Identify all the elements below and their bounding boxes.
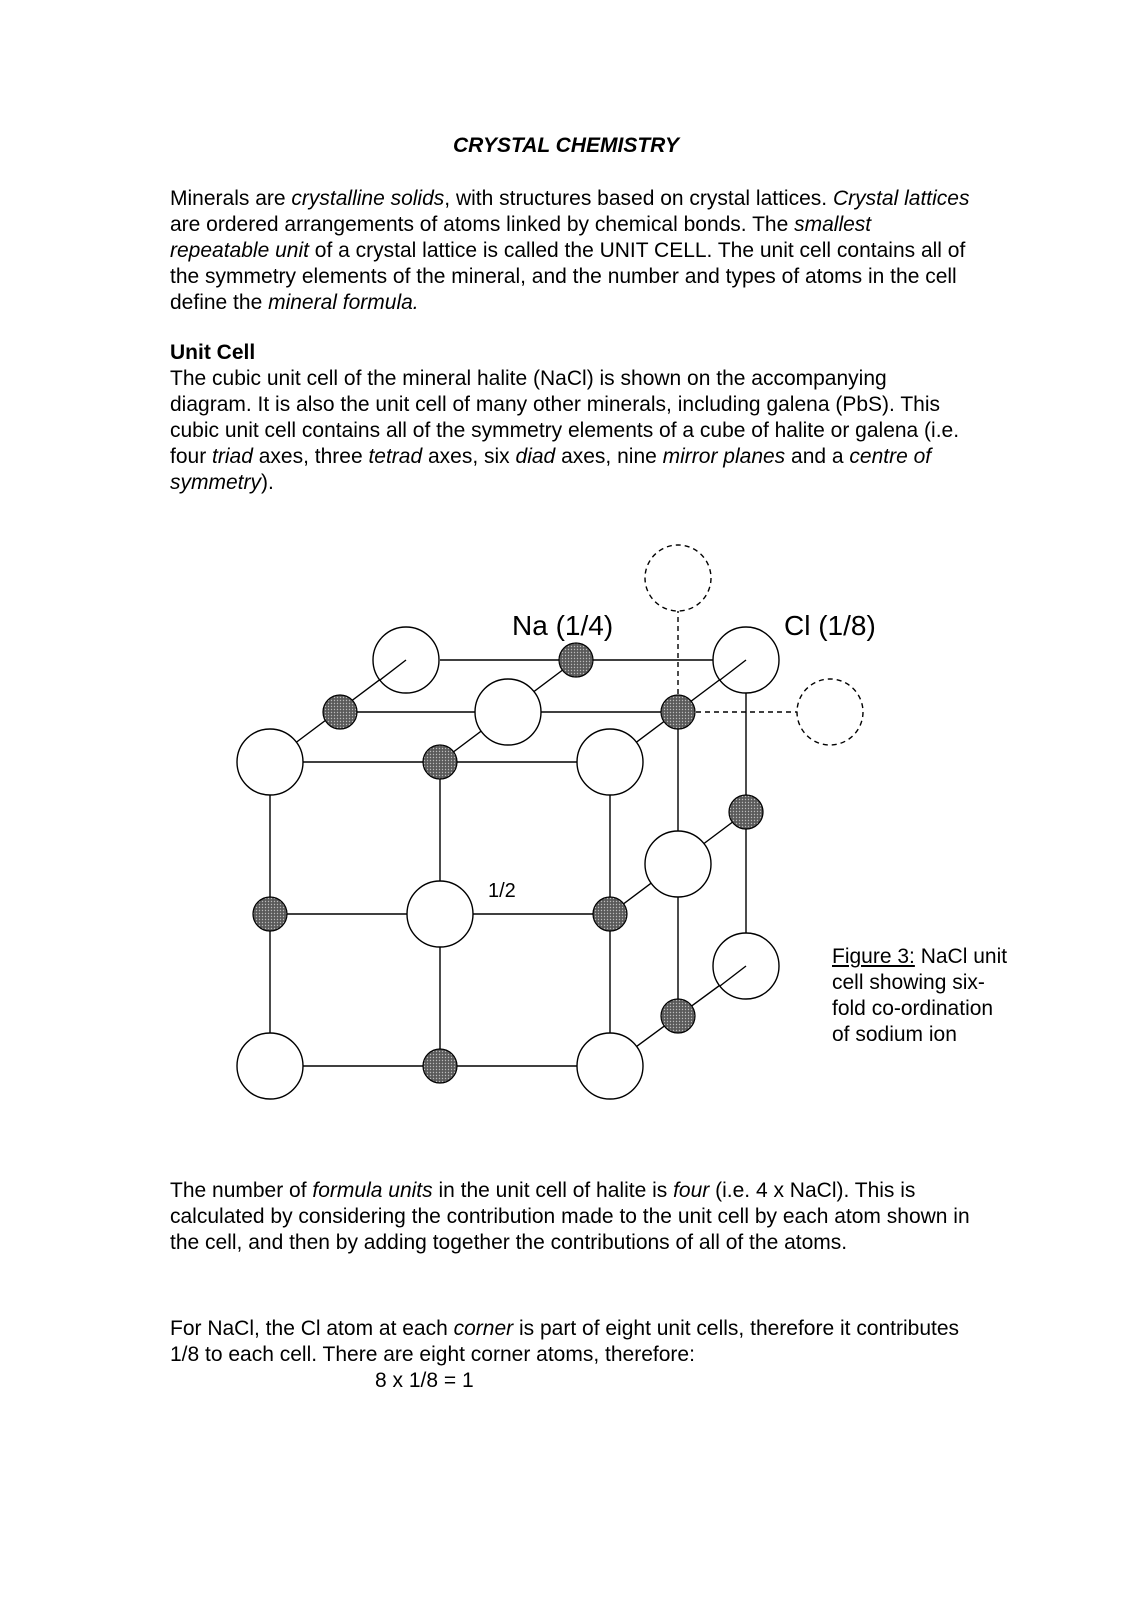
intro-text-3: are ordered arrangements of atoms linked by chemical bonds. The [170, 213, 795, 236]
intro-emphasis-mineral-formula: mineral formula. [268, 291, 419, 314]
cl-atom-dashed [797, 679, 863, 745]
unit-cell-text-5: and a [785, 445, 850, 468]
intro-text-4: of a crystal lattice is called the UNIT CELL. The unit cell contains all of the symmetry elements of the mineral, and the number and types of atoms in the cell define the [170, 239, 966, 314]
intro-emphasis-crystalline-solids: crystalline solids [291, 187, 445, 210]
formula-text-3: (i.e. 4 x NaCl). This is calculated by considering the contribution made to the unit cell by each atom shown in the cell, and then by adding together the contributions of all of the atoms. [170, 1179, 970, 1254]
figure-caption [832, 944, 1012, 1048]
intro-text-2: , with structures based on crystal lattices. [444, 187, 833, 210]
corner-contribution-paragraph [170, 1316, 970, 1368]
cl-atom [237, 1033, 303, 1099]
cl-atom [713, 627, 779, 693]
unit-cell-text-1: The cubic unit cell of the mineral halite (NaCl) is shown on the accompanying diagram. It is also the unit cell of many other minerals, including galena (PbS). This cubic unit cell contains all of the symmetry elements of a cube of halite or galena (i.e. four [170, 367, 960, 468]
intro-paragraph [170, 186, 970, 316]
na-atom [593, 897, 627, 931]
bond-line [380, 660, 406, 680]
cell-bonds [270, 660, 746, 1066]
na-atom [661, 999, 695, 1033]
formula-units-paragraph [170, 1178, 970, 1256]
bond-line [270, 660, 406, 762]
cl-atom [407, 881, 473, 947]
coordination-bonds-dashed [678, 610, 800, 712]
intro-emphasis-smallest-unit: smallest repeatable unit [170, 213, 872, 262]
cl-atom [373, 627, 439, 693]
bond-line [720, 660, 746, 680]
na-atom [423, 1049, 457, 1083]
sodium-atoms [253, 643, 763, 1083]
unit-cell-paragraph [170, 366, 970, 496]
formula-text-1: The number of [170, 1179, 313, 1202]
cl-atom [645, 831, 711, 897]
unit-cell-text-4: axes, nine [555, 445, 663, 468]
cl-atom [577, 729, 643, 795]
na-atom [423, 745, 457, 779]
unit-cell-text-3: axes, six [422, 445, 516, 468]
chlorine-atoms [237, 627, 779, 1099]
page-title: CRYSTAL CHEMISTRY [453, 134, 679, 157]
corner-equation: 8 x 1/8 = 1 [375, 1369, 474, 1392]
intro-text-1: Minerals are [170, 187, 292, 210]
unit-cell-emphasis-triad: triad [212, 445, 253, 468]
na-atom [661, 695, 695, 729]
bond-line [610, 966, 746, 1066]
cl-inner-bond-stubs [380, 660, 746, 986]
unit-cell-emphasis-tetrad: tetrad [368, 445, 423, 468]
label-cl: Cl (1/8) [784, 610, 876, 641]
na-atom [729, 795, 763, 829]
unit-cell-emphasis-diad: diad [515, 445, 556, 468]
corner-text-1: For NaCl, the Cl atom at each [170, 1317, 454, 1340]
na-atom [253, 897, 287, 931]
formula-emphasis-formula-units: formula units [312, 1179, 433, 1202]
bond-line [720, 966, 746, 986]
cl-atom-dashed [645, 545, 711, 611]
na-atom [559, 643, 593, 677]
unit-cell-text-2: axes, three [252, 445, 369, 468]
na-atom [323, 695, 357, 729]
figure-caption-label: Figure 3: [832, 945, 915, 968]
corner-text-2: is part of eight unit cells, therefore it contributes 1/8 to each cell. There are eight corner atoms, therefore: [170, 1317, 960, 1366]
unit-cell-emphasis-mirror-planes: mirror planes [662, 445, 786, 468]
unit-cell-text-6: ). [261, 471, 274, 494]
unit-cell-emphasis-centre-symmetry: centre of symmetry [170, 445, 932, 494]
bond-line [610, 660, 746, 762]
cl-atom [237, 729, 303, 795]
figure-caption-text: NaCl unit cell showing six-fold co-ordination of sodium ion [832, 945, 1008, 1046]
formula-text-2: in the unit cell of halite is [432, 1179, 674, 1202]
corner-emphasis-corner: corner [453, 1317, 514, 1340]
cl-atom [475, 679, 541, 745]
bond-line [610, 812, 746, 914]
bond-line [440, 660, 576, 762]
label-half: 1/2 [488, 880, 516, 902]
cl-atom [577, 1033, 643, 1099]
intro-emphasis-crystal-lattices: Crystal lattices [832, 187, 970, 210]
formula-emphasis-four: four [673, 1179, 710, 1202]
label-na: Na (1/4) [512, 610, 614, 641]
section-heading-unit-cell: Unit Cell [170, 341, 256, 364]
chlorine-atoms-outside [645, 545, 863, 745]
cl-atom [713, 933, 779, 999]
